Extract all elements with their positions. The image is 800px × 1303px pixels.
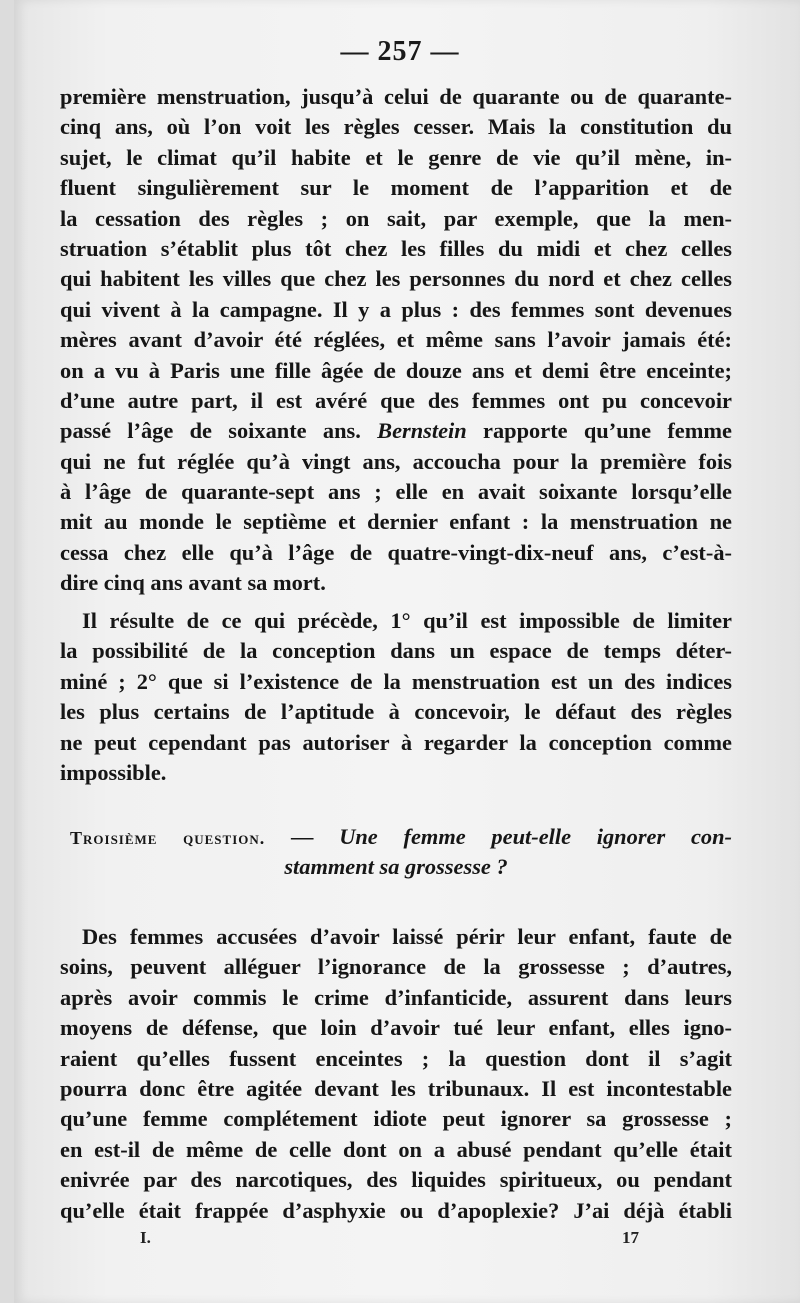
- text-line: sujet, le climat qu’il habite et le genre de vie qu’il mène, in-: [60, 144, 732, 170]
- paragraph-1: [60, 82, 732, 599]
- cited-author: Bernstein: [377, 418, 467, 444]
- text-line: qui ne fut réglée qu’à vingt ans, accoucha pour la première fois: [60, 448, 732, 474]
- text-line: qu’une femme complétement idiote peut ignorer sa grossesse ;: [60, 1106, 732, 1132]
- text-line: impossible.: [60, 759, 167, 785]
- question-title-line: [60, 822, 732, 852]
- signature-number: 17: [622, 1228, 639, 1247]
- text-line: struation s’établit plus tôt chez les filles du midi et chez celles: [60, 235, 732, 261]
- text-line-with-citation: [60, 416, 732, 446]
- text-segment: rapporte qu’une femme: [483, 418, 732, 444]
- text-line: mit au monde le septième et dernier enfant : la menstruation ne: [60, 509, 732, 535]
- text-line: miné ; 2° que si l’existence de la menstruation est un des indices: [60, 668, 732, 694]
- text-line: mères avant d’avoir été réglées, et même sans l’avoir jamais été:: [60, 327, 732, 353]
- text-line: cessa chez elle qu’à l’âge de quatre-vingt-dix-neuf ans, c’est-à-: [60, 539, 732, 565]
- text-line: en est-il de même de celle dont on a abusé pendant qu’elle était: [60, 1136, 732, 1162]
- question-title: stamment sa grossesse ?: [284, 854, 508, 880]
- text-line: après avoir commis le crime d’infanticide, assurent dans leurs: [60, 984, 732, 1010]
- text-line: Il résulte de ce qui précède, 1° qu’il est impossible de limiter: [82, 608, 732, 633]
- paragraph-3: [60, 922, 732, 1226]
- question-title-line: [60, 852, 732, 882]
- text-line: moyens de défense, que loin d’avoir tué leur enfant, elles igno-: [60, 1015, 732, 1041]
- text-line: pourra donc être agitée devant les tribunaux. Il est incontestable: [60, 1075, 732, 1101]
- question-title: Une femme peut-elle ignorer con-: [339, 824, 732, 849]
- text-line: d’une autre part, il est avéré que des femmes ont pu concevoir: [60, 387, 732, 413]
- text-line: fluent singulièrement sur le moment de l’apparition et de: [60, 175, 732, 201]
- text-line: on a vu à Paris une fille âgée de douze ans et demi être enceinte;: [60, 357, 732, 383]
- page-number: — 257 —: [340, 36, 460, 67]
- text-line: raient qu’elles fussent enceintes ; la question dont il s’agit: [60, 1045, 732, 1071]
- text-line: la cessation des règles ; on sait, par exemple, que la men-: [60, 205, 732, 231]
- text-line: première menstruation, jusqu’à celui de quarante ou de quarante-: [60, 84, 732, 109]
- text-line: Des femmes accusées d’avoir laissé périr leur enfant, faute de: [82, 924, 732, 949]
- question-heading: [60, 822, 732, 883]
- text-segment: passé l’âge de soixante ans.: [60, 418, 361, 444]
- text-line: dire cinq ans avant sa mort.: [60, 570, 326, 596]
- signature-mark: I.: [140, 1228, 151, 1247]
- text-line: cinq ans, où l’on voit les règles cesser. Mais la constitution du: [60, 114, 732, 140]
- text-line: à l’âge de quarante-sept ans ; elle en avait soixante lorsqu’elle: [60, 479, 732, 505]
- paragraph-2: [60, 606, 732, 788]
- question-label: Troisième question.: [70, 828, 266, 848]
- question-dash: —: [265, 824, 340, 849]
- text-line: qui habitent les villes que chez les personnes du nord et chez celles: [60, 266, 732, 292]
- text-line: ne peut cependant pas autoriser à regarder la conception comme: [60, 729, 732, 755]
- text-line: qu’elle était frappée d’asphyxie ou d’apoplexie? J’ai déjà établi: [60, 1197, 732, 1223]
- text-line: les plus certains de l’aptitude à concevoir, le défaut des règles: [60, 699, 732, 725]
- text-line: enivrée par des narcotiques, des liquides spiritueux, ou pendant: [60, 1167, 732, 1193]
- text-line: soins, peuvent alléguer l’ignorance de la grossesse ; d’autres,: [60, 954, 732, 980]
- text-line: qui vivent à la campagne. Il y a plus : des femmes sont devenues: [60, 296, 732, 322]
- text-line: la possibilité de la conception dans un espace de temps déter-: [60, 638, 732, 664]
